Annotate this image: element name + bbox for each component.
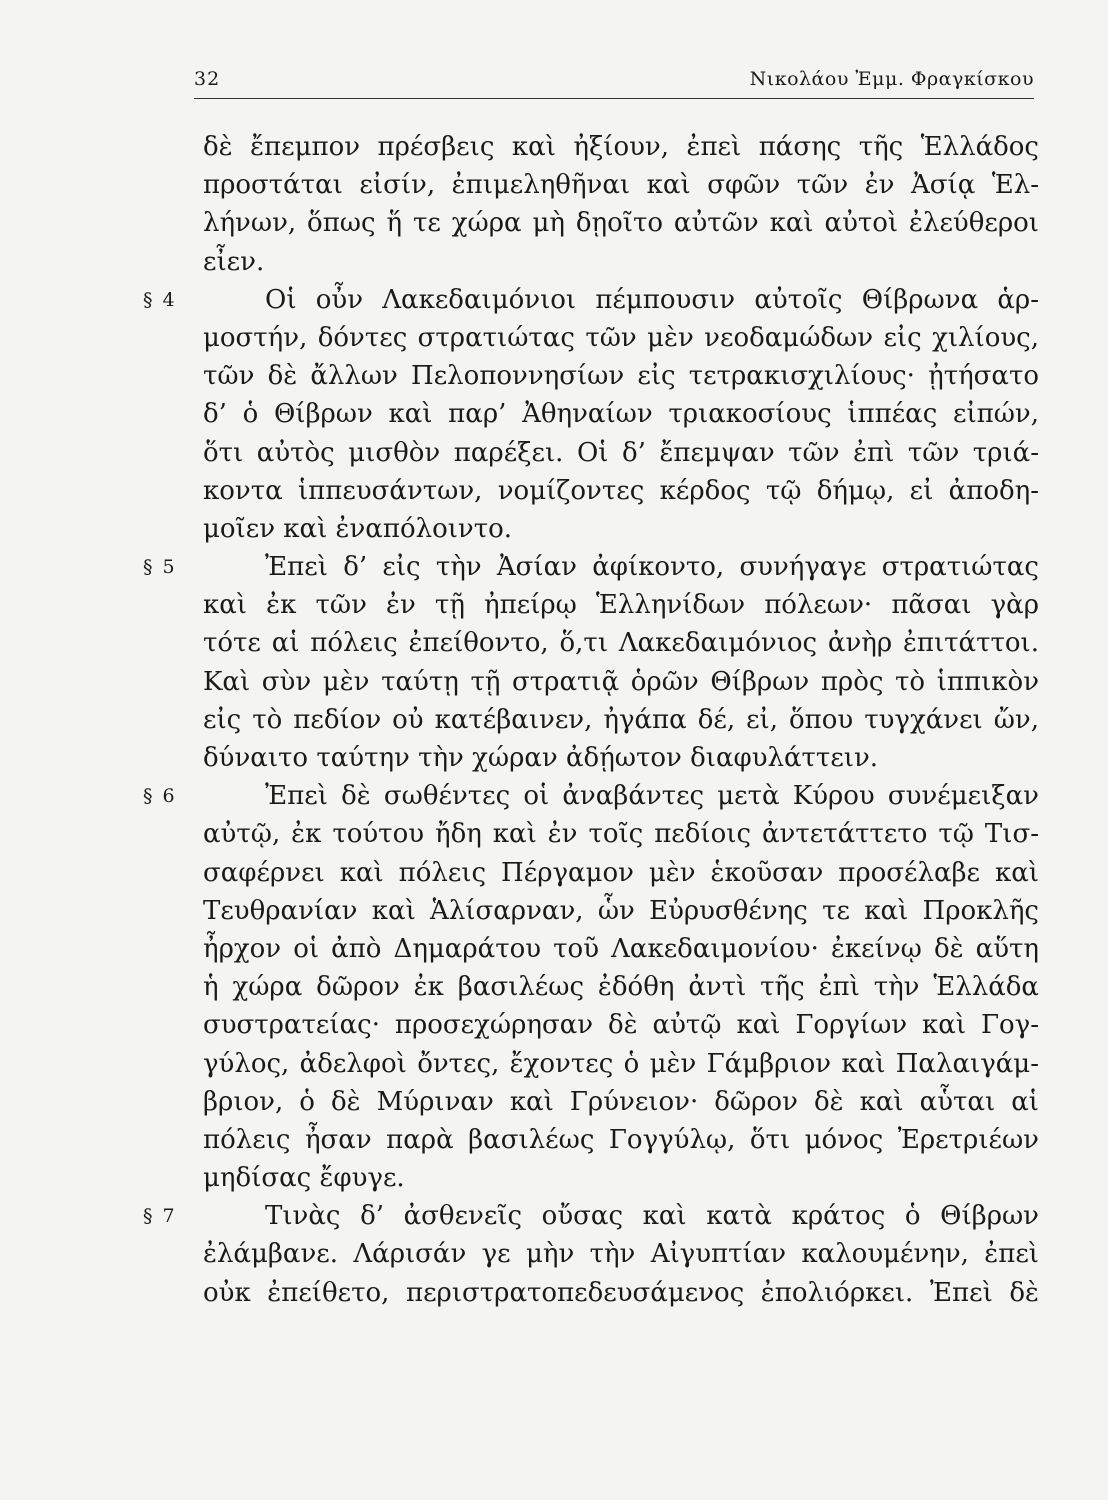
line-text: κοντα ἱππευσάντων, νομίζοντες κέρδος τῷ δήμῳ, εἰ ἀποδη- (203, 475, 1039, 506)
line-text: τῶν δὲ ἄλλων Πελοποννησίων εἰς τετρακισχιλίους· ᾐτήσατο (203, 361, 1039, 392)
line-text: Οἱ οὖν Λακεδαιμόνιοι πέμπουσιν αὐτοῖς Θίβρωνα ἁρ- (265, 284, 1039, 315)
text-line (203, 739, 1039, 777)
page-header (194, 64, 1034, 99)
text-line (203, 510, 1039, 548)
line-text: ἡ χώρα δῶρον ἐκ βασιλέως ἐδόθη ἀντὶ τῆς ἐπὶ τὴν Ἑλλάδα (203, 972, 1039, 1003)
line-text: σαφέρνει καὶ πόλεις Πέργαμον μὲν ἑκοῦσαν προσέλαβε καὶ (203, 857, 1039, 888)
body-text (143, 128, 1039, 1312)
text-line (203, 701, 1039, 739)
line-text: Καὶ σὺν μὲν ταύτῃ τῇ στρατιᾷ ὁρῶν Θίβρων πρὸς τὸ ἱππικὸν (203, 666, 1039, 697)
page-number: 32 (194, 68, 221, 90)
line-text: τότε αἱ πόλεις ἐπείθοντο, ὅ,τι Λακεδαιμόνιος ἀνὴρ ἐπιτάττοι. (203, 628, 1039, 659)
line-text: συστρατείας· προσεχώρησαν δὲ αὐτῷ καὶ Γοργίων καὶ Γογ- (203, 1010, 1039, 1041)
text-line (203, 1159, 1039, 1197)
line-text: μοστήν, δόντες στρατιώτας τῶν μὲν νεοδαμώδων εἰς χιλίους, (203, 322, 1039, 353)
text-line (203, 1274, 1039, 1312)
line-text: δύναιτο ταύτην τὴν χώραν ἀδῄωτον διαφυλάττειν. (203, 743, 879, 773)
text-line (203, 128, 1039, 166)
text-line (203, 243, 1039, 281)
line-text: οὐκ ἐπείθετο, περιστρατοπεδευσάμενος ἐπολιόρκει. Ἐπεὶ δὲ (203, 1277, 1039, 1308)
text-line (203, 1006, 1039, 1044)
running-head: Νικολάου Ἐμμ. Φραγκίσκου (749, 68, 1034, 90)
text-line (203, 663, 1039, 701)
text-line (203, 319, 1039, 357)
text-line (203, 434, 1039, 472)
text-line (203, 586, 1039, 624)
text-line (203, 1045, 1039, 1083)
line-text: ἐλάμβανε. Λάρισάν γε μὴν τὴν Αἰγυπτίαν καλουμένην, ἐπεὶ (203, 1239, 1039, 1270)
text-line (203, 204, 1039, 242)
line-text: λήνων, ὅπως ἥ τε χώρα μὴ δῃοῖτο αὐτῶν καὶ αὐτοὶ ἐλεύθεροι (203, 208, 1039, 239)
line-text: καὶ ἐκ τῶν ἐν τῇ ἠπείρῳ Ἑλληνίδων πόλεων· πᾶσαι γὰρ (203, 590, 1039, 621)
line-text: εἶεν. (203, 246, 265, 277)
text-line (203, 892, 1039, 930)
text-line (203, 472, 1039, 510)
section-mark: § 6 (143, 785, 177, 808)
text-line (203, 1235, 1039, 1273)
text-line (203, 854, 1039, 892)
line-text: ἦρχον οἱ ἀπὸ Δημαράτου τοῦ Λακεδαιμονίου· ἐκείνῳ δὲ αὕτη (203, 933, 1039, 964)
text-line (143, 777, 1039, 815)
line-text: ὅτι αὐτὸς μισθὸν παρέξει. Οἱ δ’ ἔπεμψαν τῶν ἐπὶ τῶν τριά- (203, 437, 1039, 468)
section-mark: § 7 (143, 1205, 177, 1228)
text-line (203, 930, 1039, 968)
line-text: πόλεις ἦσαν παρὰ βασιλέως Γογγύλῳ, ὅτι μόνος Ἐρετριέων (203, 1124, 1039, 1155)
line-text: εἰς τὸ πεδίον οὐ κατέβαινεν, ἠγάπα δέ, εἰ, ὅπου τυγχάνει ὤν, (203, 704, 1039, 735)
text-line (143, 1197, 1039, 1235)
text-line (203, 624, 1039, 662)
section-mark: § 5 (143, 556, 177, 579)
line-text: προστάται εἰσίν, ἐπιμεληθῆναι καὶ σφῶν τῶν ἐν Ἀσίᾳ Ἑλ- (203, 170, 1039, 201)
text-line (203, 1083, 1039, 1121)
section-mark: § 4 (143, 288, 177, 311)
text-line (203, 815, 1039, 853)
text-line (203, 968, 1039, 1006)
line-text: γύλος, ἀδελφοὶ ὄντες, ἔχοντες ὁ μὲν Γάμβριον καὶ Παλαιγάμ- (203, 1048, 1039, 1079)
line-text: Τινὰς δ’ ἀσθενεῖς οὔσας καὶ κατὰ κράτος ὁ Θίβρων (265, 1201, 1039, 1232)
text-line (203, 395, 1039, 433)
line-text: δ’ ὁ Θίβρων καὶ παρ’ Ἀθηναίων τριακοσίους ἱππέας εἰπών, (203, 399, 1039, 430)
line-text: βριον, ὁ δὲ Μύριναν καὶ Γρύνειον· δῶρον δὲ καὶ αὗται αἱ (203, 1086, 1039, 1117)
text-line (203, 357, 1039, 395)
text-line (203, 166, 1039, 204)
line-text: αὐτῷ, ἐκ τούτου ἤδη καὶ ἐν τοῖς πεδίοις ἀντετάττετο τῷ Τισ- (203, 819, 1039, 850)
line-text: μηδίσας ἔφυγε. (203, 1163, 405, 1194)
line-text: Τευθρανίαν καὶ Ἁλίσαρναν, ὧν Εὐρυσθένης τε καὶ Προκλῆς (203, 895, 1039, 926)
text-line (203, 1121, 1039, 1159)
line-text: μοῖεν καὶ ἐναπόλοιντο. (203, 513, 513, 544)
line-text: δὲ ἔπεμπον πρέσβεις καὶ ἠξίουν, ἐπεὶ πάσης τῆς Ἑλλάδος (203, 132, 1039, 162)
text-line (143, 281, 1039, 319)
line-text: Ἐπεὶ δ’ εἰς τὴν Ἀσίαν ἀφίκοντο, συνήγαγε στρατιώτας (265, 552, 1039, 583)
text-line (143, 548, 1039, 586)
line-text: Ἐπεὶ δὲ σωθέντες οἱ ἀναβάντες μετὰ Κύρου συνέμειξαν (265, 781, 1039, 812)
